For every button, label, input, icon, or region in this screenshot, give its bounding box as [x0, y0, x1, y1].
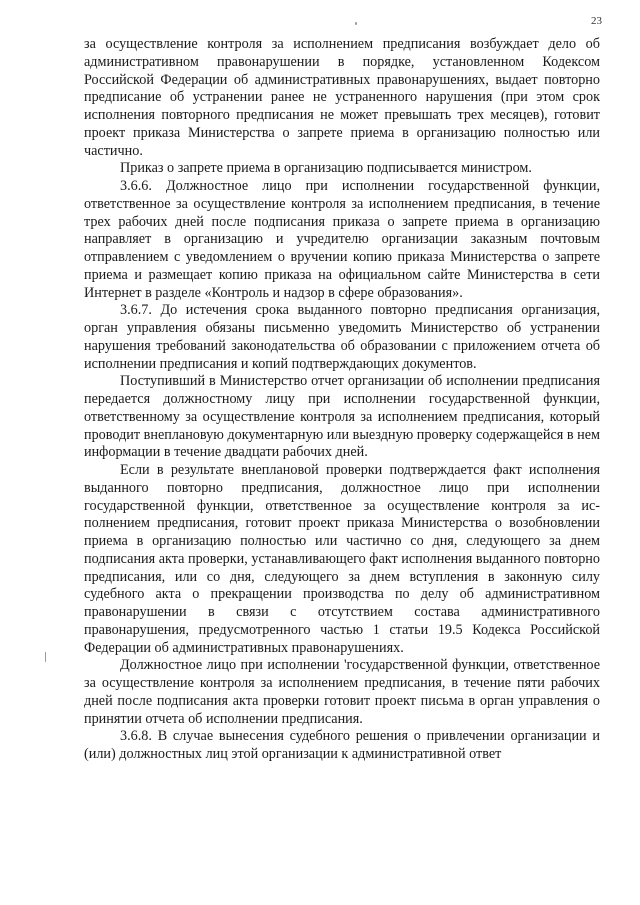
paragraph-continuation: за осуществление контроля за исполнением предписания возбуждает дело об административном правонарушении в порядке, установленном Кодексом Российской Федерации об административных правонарушениях, выдает повторно предписание об устранении ранее не устраненного нарушения (при этом срок исполнения повторного предписания не может превышать трех месяцев), готовит проект приказа Министерства о запрете приема в организацию полностью или частично.	[84, 36, 600, 159]
page-number: 23	[591, 15, 602, 27]
scan-speck	[45, 652, 46, 662]
paragraph-order-signature: Приказ о запрете приема в организацию подписывается министром.	[120, 160, 532, 177]
paragraph-official-letter: Должностное лицо при исполнении 'государственной функции, ответственное за осуществление контроля за исполнением предписания, в течение пяти рабочих дней после подписания акта проверки готовит проект письма в орган управления о принятии отчета об исполнении предписания.	[84, 657, 600, 727]
paragraph-3-6-7: 3.6.7. До истечения срока выданного повторно предписания организация, орган управления обязаны письменно уведомить Министерство об устранении нарушения требований законодательства об образовании с приложением отчета об исполнении предписания и копий подтверждающих документов.	[84, 302, 600, 372]
document-body	[84, 36, 600, 764]
scan-speck	[355, 22, 357, 25]
paragraph-3-6-6: 3.6.6. Должностное лицо при исполнении государственной функции, ответственное за осуществление контроля за исполнением предписания, в течение трех рабочих дней после подписания приказа о запрете приема в организацию направляет в организацию и учредителю организации заказным почтовым отправлением с уведомлением о вручении копию приказа Министерства о запрете приема и размещает копию приказа на официальном сайте Министерства в сети Интернет в разделе «Контроль и надзор в сфере образования».	[84, 178, 600, 301]
paragraph-3-6-8: 3.6.8. В случае вынесения судебного решения о привлечении организации и (или) должностных лиц этой организации к административной ответ	[84, 728, 600, 762]
paragraph-report-received: Поступивший в Министерство отчет организации об исполнении предписания передается должностному лицу при исполнении государственной функции, ответственному за осуществление контроля за исполнением предписания, который проводит внеплановую документарную или выездную проверку содержащейся в нем информации в течение двадцати рабочих дней.	[84, 373, 600, 461]
paragraph-inspection-result: Если в результате внеплановой проверки подтверждается факт исполнения выданного повторно предписания, должностное лицо при исполнении государственной функции, ответственное за осуществление контроля за исполнением предписания, готовит проект приказа Министерства о возобновлении приема в организацию полностью или частично со дня, следующего за днем подписания акта проверки, устанавливающего факт исполнения выданного повторно предписания, или со дня, следующего за днем вступления в законную силу судебного акта о прекращении производства по делу об административном правонарушении в связи с отсутствием состава административного правонарушения, предусмотренного частью 1 статьи 19.5 Кодекса Российской Федерации об административных правонарушениях.	[84, 462, 600, 656]
